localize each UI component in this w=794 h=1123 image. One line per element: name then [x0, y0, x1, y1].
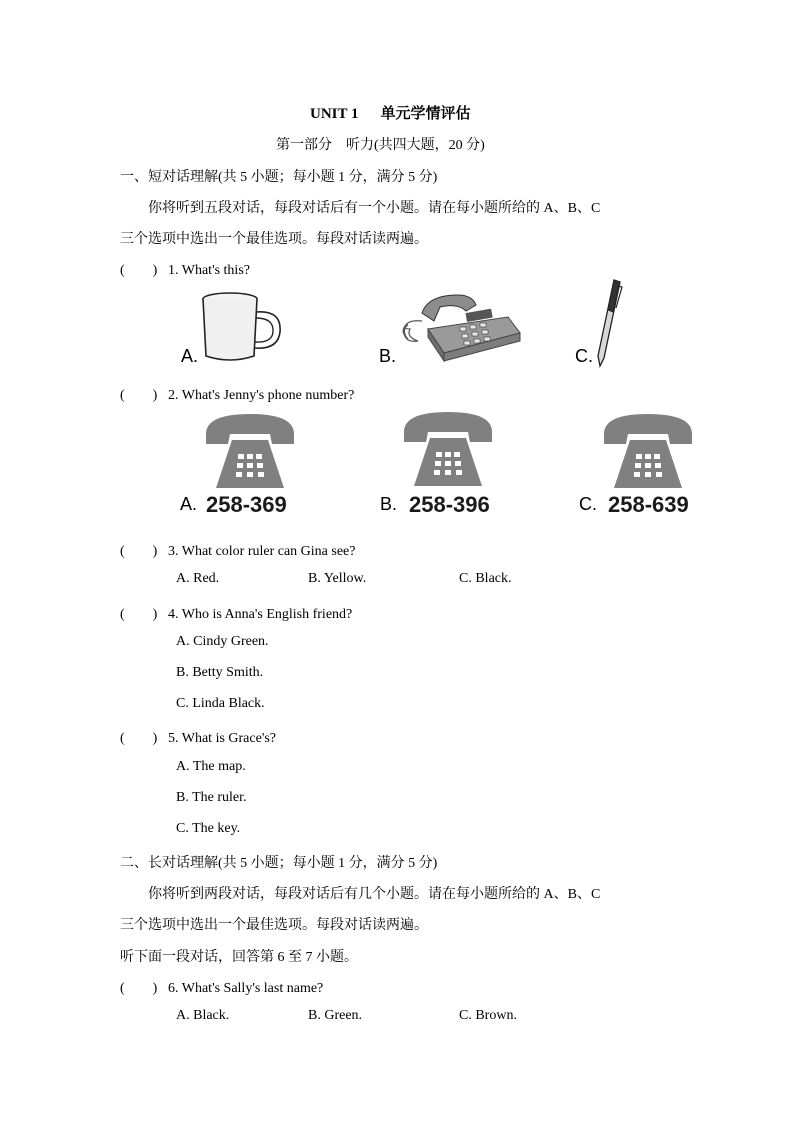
q2-label-c: C. [579, 494, 597, 514]
q5-option-c[interactable]: C. The key. [176, 821, 241, 836]
q1-label-b: B. [379, 346, 397, 366]
desk-telephone-icon [398, 291, 524, 363]
section1-instruction-1: 你将听到五段对话，每段对话后有一个小题。请在每小题所给的 A、B、C [148, 201, 601, 216]
answer-blank[interactable]: ( ) [120, 731, 158, 746]
q2-label-a: A. [180, 494, 198, 514]
q2-phone-number-a: 258-369 [206, 492, 287, 517]
q4-option-b[interactable]: B. Betty Smith. [176, 665, 264, 680]
part-label: 第一部分 [276, 138, 332, 153]
q3-option-c[interactable]: C. Black. [459, 571, 512, 586]
q4-option-c[interactable]: C. Linda Black. [176, 696, 265, 711]
q4-option-a[interactable]: A. Cindy Green. [176, 634, 269, 649]
retro-telephone-icon [600, 410, 696, 496]
answer-blank[interactable]: ( ) [120, 388, 158, 403]
retro-telephone-icon [400, 408, 496, 494]
section2-instruction-2: 三个选项中选出一个最佳选项。每段对话读两遍。 [120, 918, 428, 933]
question-4-text: 4. Who is Anna's English friend? [168, 607, 353, 622]
section1-heading: 一、短对话理解(共 5 小题；每小题 1 分，满分 5 分) [120, 170, 438, 185]
q2-phone-number-b: 258-396 [409, 492, 490, 517]
section1-instruction-2: 三个选项中选出一个最佳选项。每段对话读两遍。 [120, 232, 428, 247]
question-6 [120, 977, 323, 997]
q2-label-b: B. [380, 494, 398, 514]
answer-blank[interactable]: ( ) [120, 981, 158, 996]
question-4 [120, 603, 352, 623]
question-2-text: 2. What's Jenny's phone number? [168, 388, 355, 403]
answer-blank[interactable]: ( ) [120, 544, 158, 559]
section2-instruction-1: 你将听到两段对话，每段对话后有几个小题。请在每小题所给的 A、B、C [148, 887, 601, 902]
question-3 [120, 540, 356, 560]
question-1 [120, 259, 250, 279]
question-3-text: 3. What color ruler can Gina see? [168, 544, 356, 559]
answer-blank[interactable]: ( ) [120, 263, 158, 278]
q3-option-a[interactable]: A. Red. [176, 571, 220, 586]
pen-icon [594, 278, 624, 368]
page-title [310, 102, 471, 123]
question-2 [120, 384, 354, 404]
part-heading [276, 134, 485, 154]
mug-icon [196, 290, 288, 366]
q1-label-c: C. [575, 346, 593, 366]
q5-option-b[interactable]: B. The ruler. [176, 790, 247, 805]
q3-option-b[interactable]: B. Yellow. [308, 571, 367, 586]
q1-label-a: A. [181, 346, 199, 366]
part-description: 听力(共四大题，20 分) [346, 138, 485, 153]
answer-blank[interactable]: ( ) [120, 607, 158, 622]
q2-phone-number-c: 258-639 [608, 492, 689, 517]
question-6-text: 6. What's Sally's last name? [168, 981, 324, 996]
section2-instruction-3: 听下面一段对话，回答第 6 至 7 小题。 [120, 950, 358, 965]
q6-option-a[interactable]: A. Black. [176, 1008, 230, 1023]
q6-option-b[interactable]: B. Green. [308, 1008, 363, 1023]
question-5-text: 5. What is Grace's? [168, 731, 277, 746]
question-5 [120, 727, 276, 747]
section2-heading: 二、长对话理解(共 5 小题；每小题 1 分，满分 5 分) [120, 856, 438, 871]
unit-title: 单元学情评估 [380, 106, 471, 122]
q5-option-a[interactable]: A. The map. [176, 759, 246, 774]
question-1-text: 1. What's this? [168, 263, 250, 278]
unit-label: UNIT 1 [310, 106, 359, 122]
retro-telephone-icon [202, 410, 298, 496]
q6-option-c[interactable]: C. Brown. [459, 1008, 517, 1023]
